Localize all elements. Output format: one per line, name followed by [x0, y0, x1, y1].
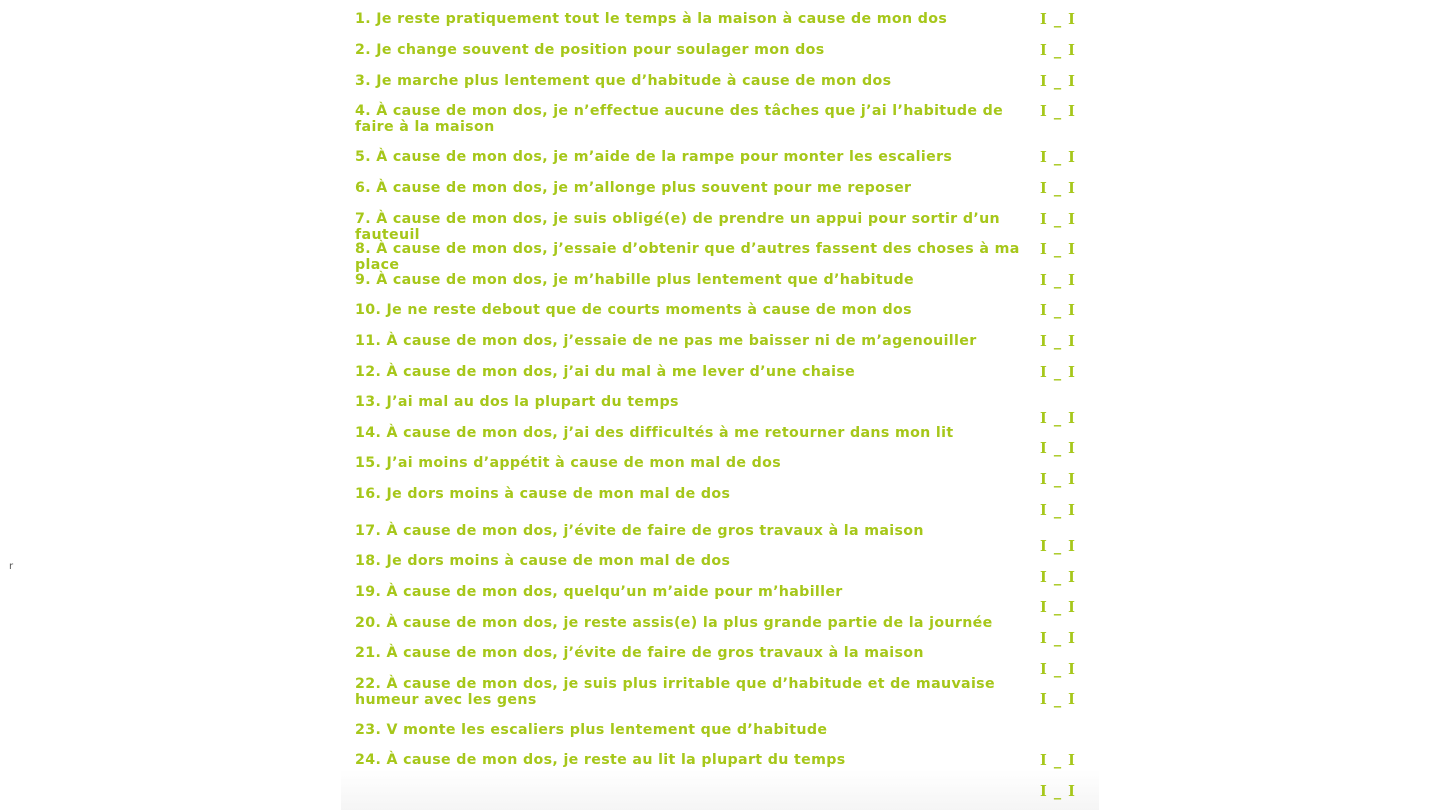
- question-item-20: 20. À cause de mon dos, je reste assis(e) la plus grande partie de la journée: [355, 615, 993, 631]
- answer-box-8[interactable]: I _ I: [1040, 241, 1076, 258]
- question-item-9: 9. À cause de mon dos, je m’habille plus lentement que d’habitude: [355, 272, 914, 288]
- question-item-13: 13. J’ai mal au dos la plupart du temps: [355, 394, 679, 410]
- question-item-15: 15. J’ai moins d’appétit à cause de mon mal de dos: [355, 455, 782, 471]
- answer-box-18[interactable]: I _ I: [1040, 569, 1076, 586]
- answer-box-1[interactable]: I _ I: [1040, 11, 1076, 28]
- question-item-22: 22. À cause de mon dos, je suis plus irritable que d’habitude et de mauvaise humeur avec les gens: [355, 676, 995, 708]
- answer-box-7[interactable]: I _ I: [1040, 211, 1076, 228]
- answer-box-5[interactable]: I _ I: [1040, 149, 1076, 166]
- answer-box-12[interactable]: I _ I: [1040, 364, 1076, 381]
- answer-box-4[interactable]: I _ I: [1040, 103, 1076, 120]
- answer-box-20[interactable]: I _ I: [1040, 630, 1076, 647]
- question-item-16: 16. Je dors moins à cause de mon mal de dos: [355, 486, 731, 502]
- stray-mark: r: [9, 561, 14, 572]
- question-item-14: 14. À cause de mon dos, j’ai des difficultés à me retourner dans mon lit: [355, 425, 954, 441]
- question-item-3: 3. Je marche plus lentement que d’habitude à cause de mon dos: [355, 73, 892, 89]
- answer-box-24[interactable]: I _ I: [1040, 783, 1076, 800]
- question-item-11: 11. À cause de mon dos, j’essaie de ne pas me baisser ni de m’agenouiller: [355, 333, 977, 349]
- answer-box-21[interactable]: I _ I: [1040, 661, 1076, 678]
- question-item-2: 2. Je change souvent de position pour soulager mon dos: [355, 42, 825, 58]
- answer-box-22[interactable]: I _ I: [1040, 691, 1076, 708]
- answer-box-15[interactable]: I _ I: [1040, 471, 1076, 488]
- answer-box-2[interactable]: I _ I: [1040, 42, 1076, 59]
- answer-box-16[interactable]: I _ I: [1040, 502, 1076, 519]
- answer-box-14[interactable]: I _ I: [1040, 440, 1076, 457]
- question-item-10: 10. Je ne reste debout que de courts moments à cause de mon dos: [355, 302, 912, 318]
- answer-box-17[interactable]: I _ I: [1040, 538, 1076, 555]
- answer-box-19[interactable]: I _ I: [1040, 599, 1076, 616]
- question-item-4: 4. À cause de mon dos, je n’effectue aucune des tâches que j’ai l’habitude de faire à la maison: [355, 103, 1004, 135]
- answer-box-6[interactable]: I _ I: [1040, 180, 1076, 197]
- question-item-21: 21. À cause de mon dos, j’évite de faire de gros travaux à la maison: [355, 645, 924, 661]
- answer-box-23[interactable]: I _ I: [1040, 752, 1076, 769]
- answer-box-10[interactable]: I _ I: [1040, 302, 1076, 319]
- question-item-6: 6. À cause de mon dos, je m’allonge plus souvent pour me reposer: [355, 180, 912, 196]
- answer-box-3[interactable]: I _ I: [1040, 73, 1076, 90]
- answer-box-11[interactable]: I _ I: [1040, 333, 1076, 350]
- answer-box-9[interactable]: I _ I: [1040, 272, 1076, 289]
- question-item-7: 7. À cause de mon dos, je suis obligé(e) de prendre un appui pour sortir d’un fauteuil: [355, 211, 1000, 243]
- answer-box-13[interactable]: I _ I: [1040, 410, 1076, 427]
- question-item-17: 17. À cause de mon dos, j’évite de faire de gros travaux à la maison: [355, 523, 924, 539]
- question-item-12: 12. À cause de mon dos, j’ai du mal à me lever d’une chaise: [355, 364, 856, 380]
- question-item-8: 8. À cause de mon dos, j’essaie d’obtenir que d’autres fassent des choses à ma place: [355, 241, 1020, 273]
- question-item-5: 5. À cause de mon dos, je m’aide de la rampe pour monter les escaliers: [355, 149, 953, 165]
- question-item-19: 19. À cause de mon dos, quelqu’un m’aide pour m’habiller: [355, 584, 843, 600]
- question-item-24: 24. À cause de mon dos, je reste au lit la plupart du temps: [355, 752, 846, 768]
- question-item-18: 18. Je dors moins à cause de mon mal de dos: [355, 553, 731, 569]
- question-item-23: 23. V monte les escaliers plus lentement que d’habitude: [355, 722, 828, 738]
- question-item-1: 1. Je reste pratiquement tout le temps à la maison à cause de mon dos: [355, 11, 948, 27]
